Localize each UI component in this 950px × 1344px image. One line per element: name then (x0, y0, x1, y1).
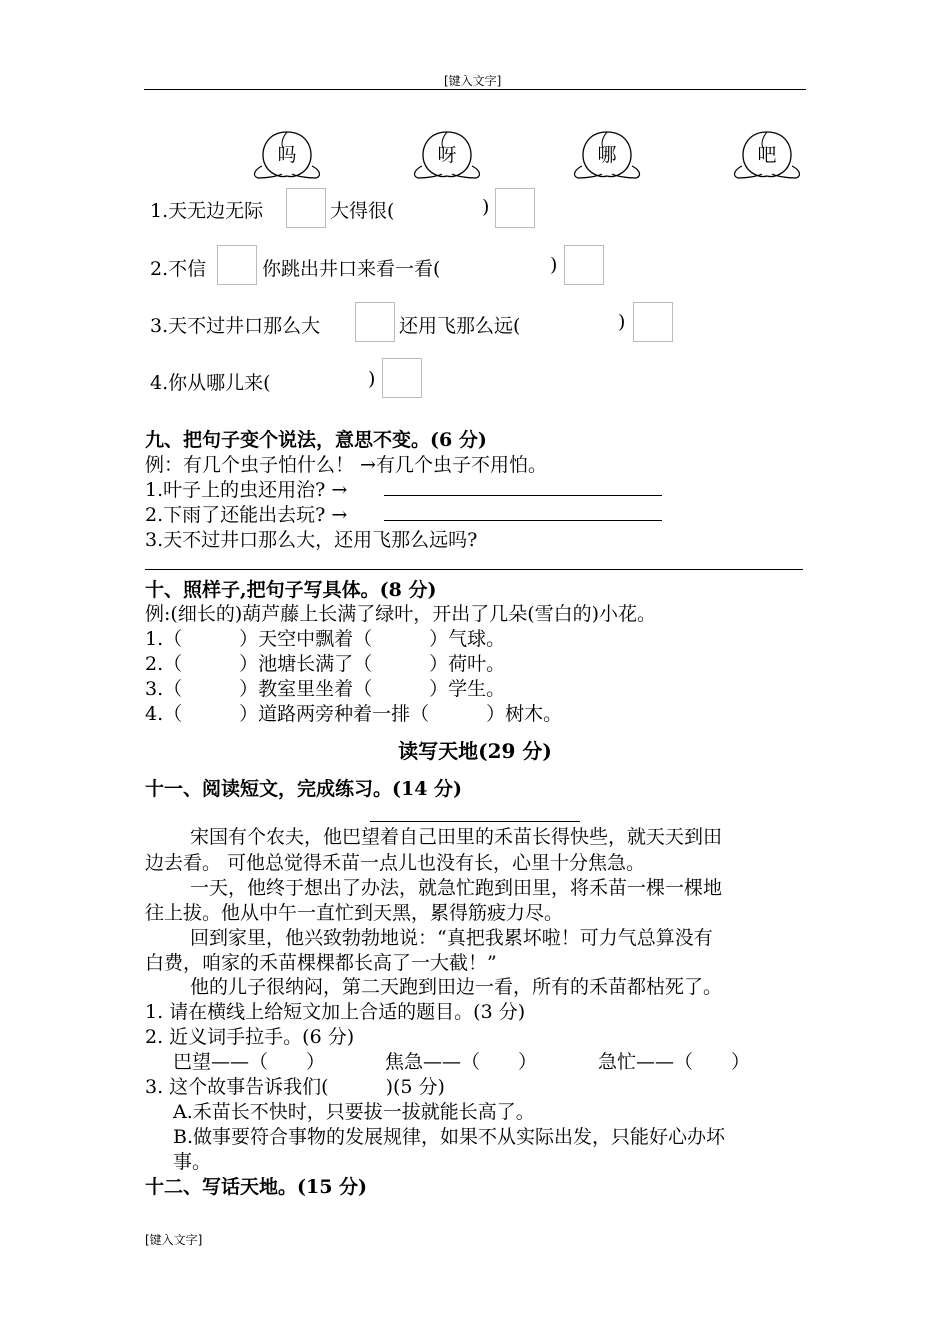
section-10-item: 4.（ ）道路两旁种着一排（ ）树木。 (145, 703, 563, 725)
peach-char: 吧 (757, 144, 777, 166)
answer-box[interactable] (355, 302, 395, 342)
section-10-title: 十、照样子,把句子写具体。(8 分) (145, 579, 437, 601)
peach-icon (250, 126, 324, 184)
passage-line: 边去看。 可他总觉得禾苗一点儿也没有长，心里十分焦急。 (145, 852, 646, 874)
synonym-pair: 急忙——（ ） (598, 1051, 751, 1073)
section-10-item: 3.（ ）教室里坐着（ ）学生。 (145, 678, 506, 700)
peach-char: 哪 (597, 144, 617, 166)
part-title: 读写天地(29 分) (398, 739, 552, 763)
passage-line: 白费，咱家的禾苗棵棵都长高了一大截！” (145, 952, 497, 974)
synonym-pair: 焦急——（ ） (385, 1051, 538, 1073)
fill-item-2-rest: 你跳出井口来看一看( (262, 258, 441, 280)
answer-box[interactable] (382, 358, 422, 398)
paren-close: ) (368, 368, 376, 390)
peach-icon (730, 126, 804, 184)
answer-box[interactable] (633, 302, 673, 342)
section-10-example: 例:(细长的)葫芦藤上长满了绿叶，开出了几朵(雪白的)小花。 (145, 603, 657, 625)
passage-line: 往上拔。他从中午一直忙到天黑，累得筋疲力尽。 (145, 902, 564, 924)
question-3: 3. 这个故事告诉我们( )(5 分) (145, 1076, 445, 1098)
section-11-title: 十一、阅读短文，完成练习。(14 分) (145, 778, 463, 800)
option-b: B.做事要符合事物的发展规律，如果不从实际出发，只能好心办坏 (173, 1126, 726, 1148)
peach-icon (410, 126, 484, 184)
fill-item-3-rest: 还用飞那么远( (399, 315, 521, 337)
section-9-item-3: 3.天不过井口那么大，还用飞那么远吗? (145, 529, 478, 551)
answer-box[interactable] (564, 245, 604, 285)
fill-item-2: 2.不信 (150, 258, 207, 280)
passage-line: 宋国有个农夫，他巴望着自己田里的禾苗长得快些，就天天到田 (190, 826, 723, 848)
answer-line[interactable] (145, 569, 803, 570)
section-9-item-1: 1.叶子上的虫还用治? → (145, 479, 348, 501)
synonym-pair: 巴望——（ ） (173, 1051, 326, 1073)
paren-close: ) (482, 196, 490, 218)
fill-item-3: 3.天不过井口那么大 (150, 315, 321, 337)
page-footer: [键入文字] (145, 1233, 203, 1247)
passage-line: 回到家里，他兴致勃勃地说：“真把我累坏啦！可力气总算没有 (190, 927, 713, 949)
page-header: [键入文字] (444, 74, 502, 88)
option-a: A.禾苗长不快时，只要拔一拔就能长高了。 (173, 1101, 535, 1123)
peach-icon (570, 126, 644, 184)
answer-line[interactable] (384, 520, 662, 521)
peach-char: 吗 (277, 144, 297, 166)
paren-close: ) (618, 311, 626, 333)
header-rule (144, 89, 806, 90)
passage-line: 一天，他终于想出了办法，就急忙跑到田里，将禾苗一棵一棵地 (190, 877, 723, 899)
answer-box[interactable] (217, 245, 257, 285)
section-9-example: 例：有几个虫子怕什么！ →有几个虫子不用怕。 (145, 454, 547, 476)
section-12-title: 十二、写话天地。(15 分) (145, 1176, 368, 1198)
question-2: 2. 近义词手拉手。(6 分) (145, 1026, 355, 1048)
answer-box[interactable] (286, 188, 326, 228)
peach-char: 呀 (437, 144, 457, 166)
section-10-item: 1.（ ）天空中飘着（ ）气球。 (145, 628, 506, 650)
fill-item-4: 4.你从哪儿来( (150, 372, 271, 394)
fill-item-1-rest: 大得很( (330, 200, 395, 222)
section-9-item-2: 2.下雨了还能出去玩? → (145, 504, 348, 526)
answer-box[interactable] (495, 188, 535, 228)
answer-line[interactable] (384, 495, 662, 496)
section-10-item: 2.（ ）池塘长满了（ ）荷叶。 (145, 653, 506, 675)
paren-close: ) (550, 254, 558, 276)
option-b-cont: 事。 (173, 1151, 212, 1173)
question-1: 1. 请在横线上给短文加上合适的题目。(3 分) (145, 1001, 526, 1023)
passage-line: 他的儿子很纳闷，第二天跑到田边一看，所有的禾苗都枯死了。 (190, 976, 723, 998)
fill-item-1: 1.天无边无际 (150, 200, 264, 222)
section-9-title: 九、把句子变个说法，意思不变。(6 分) (145, 429, 487, 451)
